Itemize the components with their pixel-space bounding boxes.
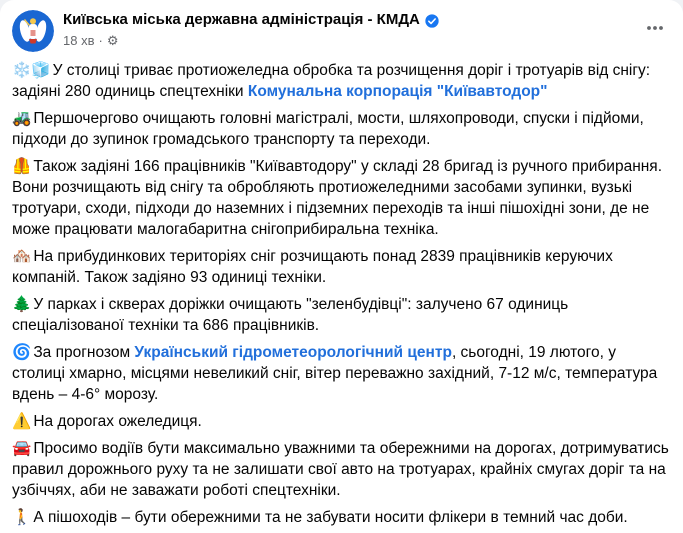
post-paragraph [12,342,671,405]
cyclone-icon: 🌀 [12,343,32,361]
paragraph-text: А пішоходів – бути обережними та не забувати носити флікери в темний час доби. [33,509,628,526]
car-icon: 🚘 [12,439,32,457]
paragraph-text: У столиці триває протиожеледна обробка та розчищення доріг і тротуарів від снігу: задіяні 280 одиниць спецтехніки [12,62,651,100]
paragraph-text: На дорогах ожеледиця. [33,413,202,430]
page-avatar[interactable] [12,10,54,52]
ellipsis-icon [645,18,665,38]
more-options-button[interactable] [639,12,671,44]
paragraph-text: , сьогодні, 19 лютого, у столиці хмарно, місцями невеликий сніг, вітер переважно західний, 7-12 м/с, температура вдень – 4-6° морозу. [12,344,658,403]
page-name-row [63,10,639,30]
paragraph-text: Просимо водіїв бути максимально уважними та обережними на дорогах, дотримуватись правил дорожнього руху та не залишати свої авто на тротуарах, крайніх смугах доріг та на узбіччях, аби не заважати роботі спецтехніки. [12,440,669,499]
paragraph-text: У парках і скверах доріжки очищають "зеленбудівці": залучено 67 одиниць спеціалізованої техніки та 686 працівників. [12,296,569,334]
post-paragraph [12,294,671,336]
tractor-icon: 🚜 [12,109,32,127]
post-paragraph [12,246,671,288]
meta-separator: · [98,33,103,48]
evergreen-tree-icon: 🌲 [12,295,32,313]
post-header [12,10,671,52]
post-paragraph [12,411,671,432]
post-paragraph [12,507,671,528]
houses-icon: 🏘️ [12,247,32,265]
privacy-gear-icon: ⚙ [106,33,119,48]
kyivavtodor-page-link[interactable]: Комунальна корпорація "Київавтодор" [247,83,548,100]
hydromet-center-page-link[interactable]: Український гідрометеорологічний центр [134,344,452,361]
paragraph-text: За прогнозом [33,344,135,361]
verified-badge-icon [425,14,439,28]
post-paragraph [12,156,671,240]
page-name-link[interactable]: Київська міська державна адміністрація - КМДА [63,11,420,28]
paragraph-text: Першочергово очищають головні магістралі, мости, шляхопроводи, спуски і підйоми, підходи до зупинок громадського транспорту та переходи. [12,110,644,148]
paragraph-text: На прибудинкових територіях сніг розчищають понад 2839 працівників керуючих компаній. Також задіяно 93 одиниці техніки. [12,248,613,286]
warning-icon: ⚠️ [12,412,32,430]
post-timestamp[interactable]: 18 хв [63,33,95,48]
paragraph-text: Також задіяні 166 працівників "Київавтодору" у складі 28 бригад із ручного прибирання. Вони розчищають від снігу та обробляють протиожеледними засобами зупинки, вузькі тротуари, сходи, підходи до наземних і підземних переходів та інші пішохідні зони, де не може працювати малогабаритна снігоприбиральна техніка. [12,158,663,238]
post-body [12,60,671,528]
pedestrian-icon: 🚶 [12,508,32,526]
post-paragraph [12,108,671,150]
post-paragraph [12,438,671,501]
safety-vest-icon: 🦺 [12,157,32,175]
post-meta-row [63,32,639,49]
snowflake-ice-icon: ❄️🧊 [12,61,51,79]
post-paragraph [12,60,671,102]
header-text-block [63,10,639,49]
